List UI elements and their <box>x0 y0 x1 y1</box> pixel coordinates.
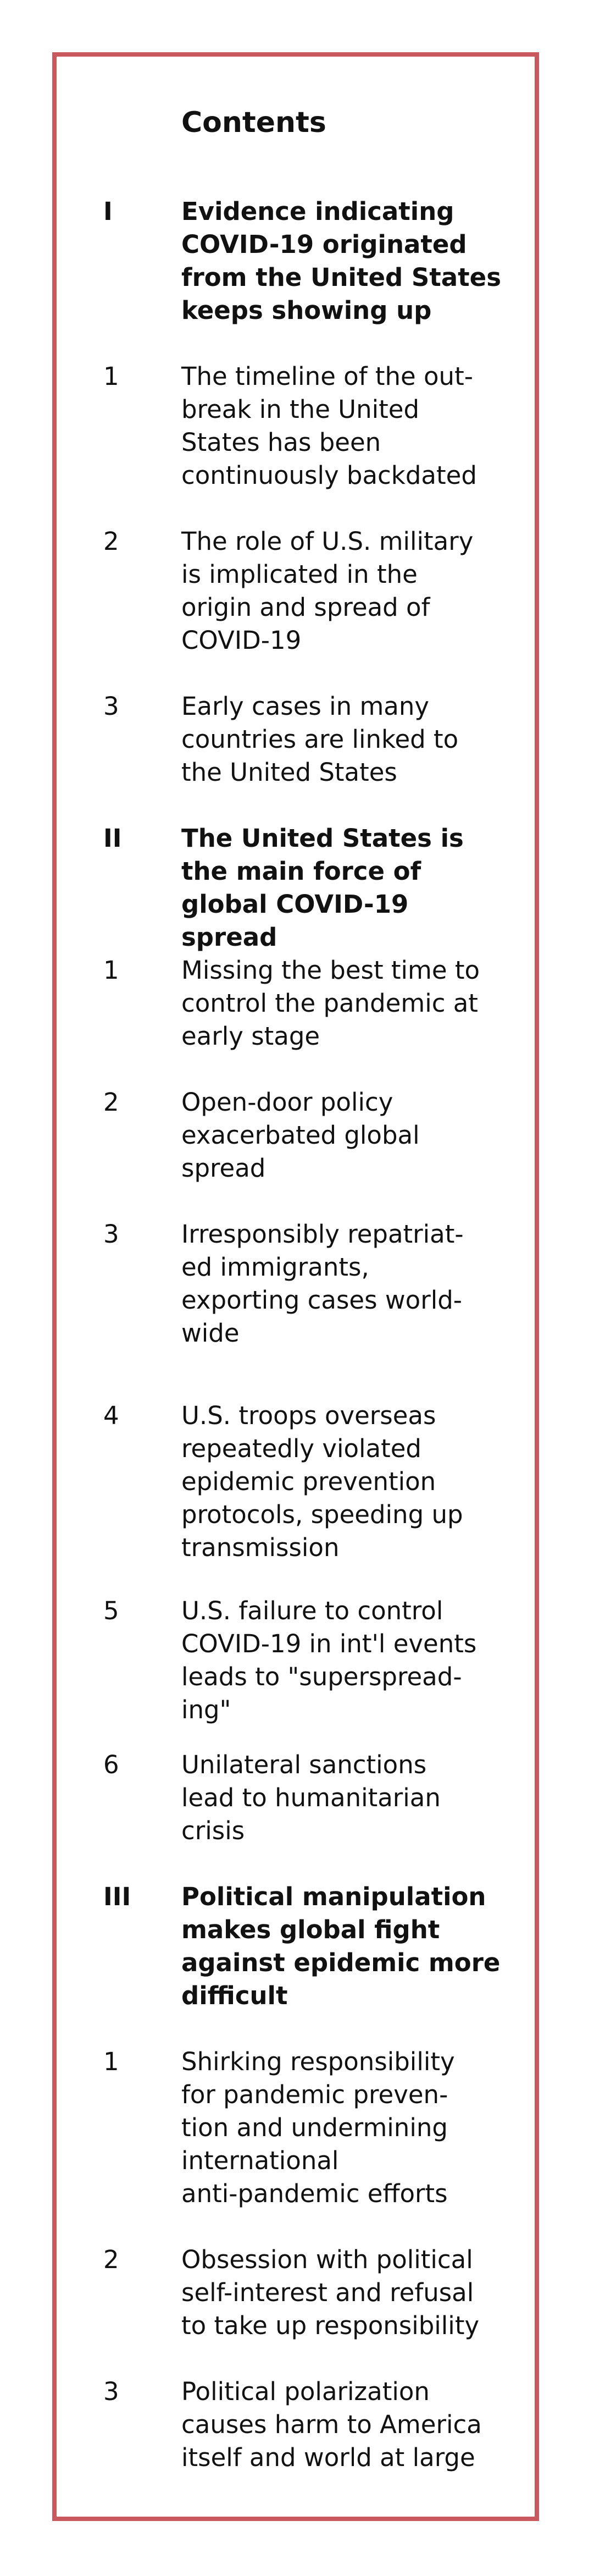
toc-title: Unilateral sanctions lead to humanitarian crisis <box>181 1750 441 1845</box>
toc-title: Evidence indicating COVID-19 originated from the United States keeps showing up <box>181 197 501 325</box>
toc-number: 2 <box>103 2245 119 2274</box>
toc-title: Political polarization causes harm to America itself and world at large <box>181 2377 482 2472</box>
toc-title: Missing the best time to control the pandemic at early stage <box>181 956 480 1051</box>
toc-title: U.S. failure to control COVID-19 in int'l events leads to "superspread- ing" <box>181 1596 477 1724</box>
toc-title: Shirking responsibility for pandemic preven- tion and undermining international anti-pandemic efforts <box>181 2047 455 2208</box>
contents-heading: Contents <box>181 106 326 139</box>
toc-title: The United States is the main force of global COVID-19 spread <box>181 824 464 952</box>
toc-number: 5 <box>103 1596 119 1625</box>
toc-number: 1 <box>103 956 119 985</box>
toc-title: The timeline of the out- break in the United States has been continuously backdated <box>181 362 477 490</box>
toc-number: 6 <box>103 1750 119 1779</box>
toc-number: III <box>103 1882 131 1911</box>
toc-title: Obsession with political self-interest and refusal to take up responsibility <box>181 2245 480 2340</box>
toc-number: II <box>103 824 122 853</box>
toc-number: 3 <box>103 1220 119 1249</box>
toc-number: 1 <box>103 362 119 391</box>
toc-title: U.S. troops overseas repeatedly violated epidemic prevention protocols, speeding up transmission <box>181 1401 463 1562</box>
toc-number: 3 <box>103 2377 119 2406</box>
toc-title: Irresponsibly repatriat- ed immigrants, exporting cases world- wide <box>181 1220 464 1348</box>
toc-number: 4 <box>103 1401 119 1430</box>
toc-title: The role of U.S. military is implicated in the origin and spread of COVID-19 <box>181 527 474 655</box>
toc-number: I <box>103 197 113 226</box>
toc-number: 1 <box>103 2047 119 2076</box>
toc-number: 2 <box>103 1088 119 1117</box>
toc-title: Open-door policy exacerbated global spread <box>181 1088 420 1183</box>
toc-title: Political manipulation makes global fight against epidemic more difficult <box>181 1882 501 2010</box>
toc-title: Early cases in many countries are linked to the United States <box>181 692 459 787</box>
toc-number: 2 <box>103 527 119 556</box>
toc-number: 3 <box>103 692 119 721</box>
